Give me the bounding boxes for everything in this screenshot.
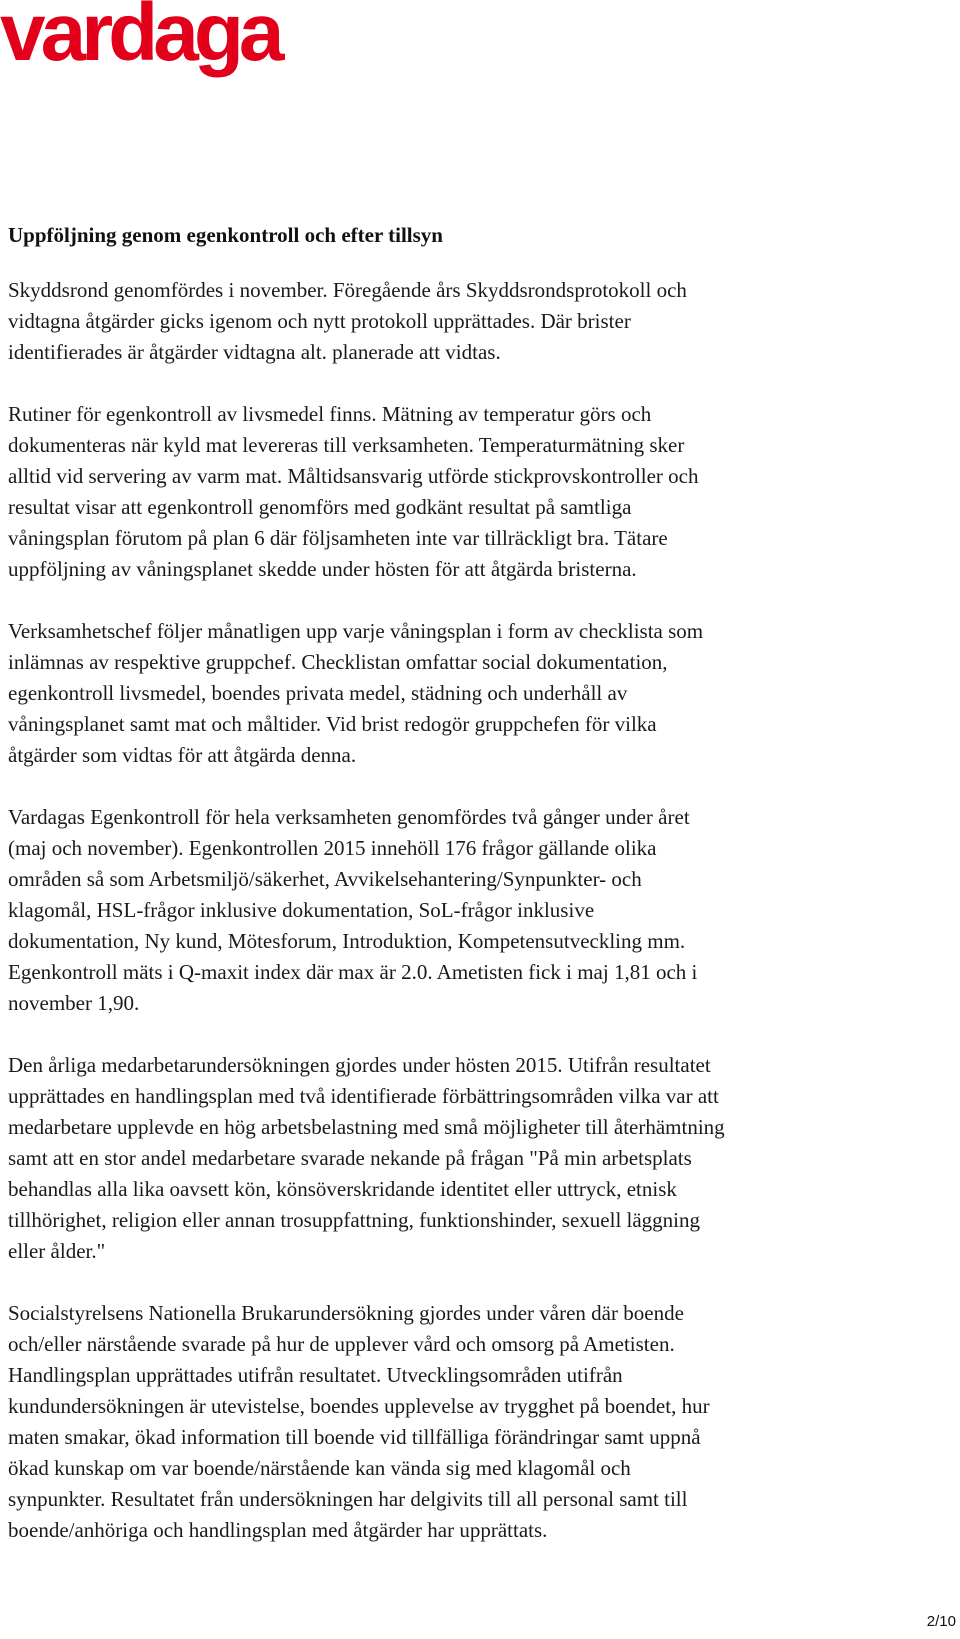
paragraph-line: våningsplan förutom på plan 6 där följsamheten inte var tillräckligt bra. Tätare	[8, 526, 668, 550]
paragraph-line: identifierades är åtgärder vidtagna alt. planerade att vidtas.	[8, 340, 501, 364]
paragraph-line: Skyddsrond genomfördes i november. Föregående års Skyddsrondsprotokoll och	[8, 278, 687, 302]
paragraph-checklista	[8, 616, 908, 771]
paragraph-skyddsrond	[8, 275, 908, 368]
paragraph-line: Rutiner för egenkontroll av livsmedel finns. Mätning av temperatur görs och	[8, 402, 652, 426]
paragraph-line: (maj och november). Egenkontrollen 2015 innehöll 176 frågor gällande olika	[8, 836, 657, 860]
paragraph-livsmedel	[8, 399, 908, 585]
paragraph-line: klagomål, HSL-frågor inklusive dokumentation, SoL-frågor inklusive	[8, 898, 595, 922]
paragraph-line: upprättades en handlingsplan med två identifierade förbättringsområden vilka var att	[8, 1084, 719, 1108]
paragraph-medarbetarundersokning	[8, 1050, 908, 1267]
paragraph-line: resultat visar att egenkontroll genomförs med godkänt resultat på samtliga	[8, 495, 632, 519]
paragraph-line: åtgärder som vidtas för att åtgärda denna.	[8, 743, 357, 767]
paragraph-line: ökad kunskap om var boende/närstående kan vända sig med klagomål och	[8, 1456, 631, 1480]
paragraph-line: november 1,90.	[8, 991, 140, 1015]
paragraph-line: Socialstyrelsens Nationella Brukarundersökning gjordes under våren där boende	[8, 1301, 684, 1325]
paragraph-line: områden så som Arbetsmiljö/säkerhet, Avvikelsehantering/Synpunkter- och	[8, 867, 642, 891]
paragraph-line: Egenkontroll mäts i Q-maxit index där max är 2.0. Ametisten fick i maj 1,81 och i	[8, 960, 698, 984]
paragraph-line: samt att en stor andel medarbetare svarade nekande på frågan "På min arbetsplats	[8, 1146, 692, 1170]
vardaga-logo-text: vardaga	[0, 0, 280, 78]
paragraph-line: dokumenteras när kyld mat levereras till verksamheten. Temperaturmätning sker	[8, 433, 685, 457]
paragraph-line: uppföljning av våningsplanet skedde under hösten för att åtgärda bristerna.	[8, 557, 637, 581]
paragraph-line: Den årliga medarbetarundersökningen gjordes under hösten 2015. Utifrån resultatet	[8, 1053, 711, 1077]
paragraph-line: Handlingsplan upprättades utifrån resultatet. Utvecklingsområden utifrån	[8, 1363, 623, 1387]
paragraph-line: Vardagas Egenkontroll för hela verksamheten genomfördes två gånger under året	[8, 805, 690, 829]
vardaga-logo	[0, 0, 310, 90]
paragraph-line: kundundersökningen är utevistelse, boendes upplevelse av trygghet på boendet, hur	[8, 1394, 710, 1418]
paragraph-line: och/eller närstående svarade på hur de upplever vård och omsorg på Ametisten.	[8, 1332, 675, 1356]
paragraph-line: tillhörighet, religion eller annan trosuppfattning, funktionshinder, sexuell läggning	[8, 1208, 701, 1232]
paragraph-line: boende/anhöriga och handlingsplan med åtgärder har upprättats.	[8, 1518, 548, 1542]
paragraph-line: medarbetare upplevde en hög arbetsbelastning med små möjligheter till återhämtning	[8, 1115, 725, 1139]
paragraph-line: synpunkter. Resultatet från undersökningen har delgivits till all personal samt till	[8, 1487, 688, 1511]
paragraph-line: inlämnas av respektive gruppchef. Checklistan omfattar social dokumentation,	[8, 650, 668, 674]
page-number: 2/10	[926, 1613, 956, 1630]
paragraph-line: maten smakar, ökad information till boende vid tillfälliga förändringar samt uppnå	[8, 1425, 701, 1449]
paragraph-line: Verksamhetschef följer månatligen upp varje våningsplan i form av checklista som	[8, 619, 704, 643]
paragraph-line: vidtagna åtgärder gicks igenom och nytt protokoll upprättades. Där brister	[8, 309, 631, 333]
paragraph-line: dokumentation, Ny kund, Mötesforum, Introduktion, Kompetensutveckling mm.	[8, 929, 686, 953]
paragraph-line: egenkontroll livsmedel, boendes privata medel, städning och underhåll av	[8, 681, 628, 705]
paragraph-line: behandlas alla lika oavsett kön, könsöverskridande identitet eller uttryck, etnisk	[8, 1177, 677, 1201]
vardaga-logo-mark	[0, 0, 310, 90]
paragraph-egenkontroll	[8, 802, 908, 1019]
paragraph-line: eller ålder."	[8, 1239, 106, 1263]
document-body	[8, 222, 908, 1577]
section-heading: Uppföljning genom egenkontroll och efter tillsyn	[8, 223, 443, 247]
paragraph-line: alltid vid servering av varm mat. Måltidsansvarig utförde stickprovskontroller och	[8, 464, 699, 488]
paragraph-line: våningsplanet samt mat och måltider. Vid brist redogör gruppchefen för vilka	[8, 712, 657, 736]
paragraph-brukarundersokning	[8, 1298, 908, 1546]
